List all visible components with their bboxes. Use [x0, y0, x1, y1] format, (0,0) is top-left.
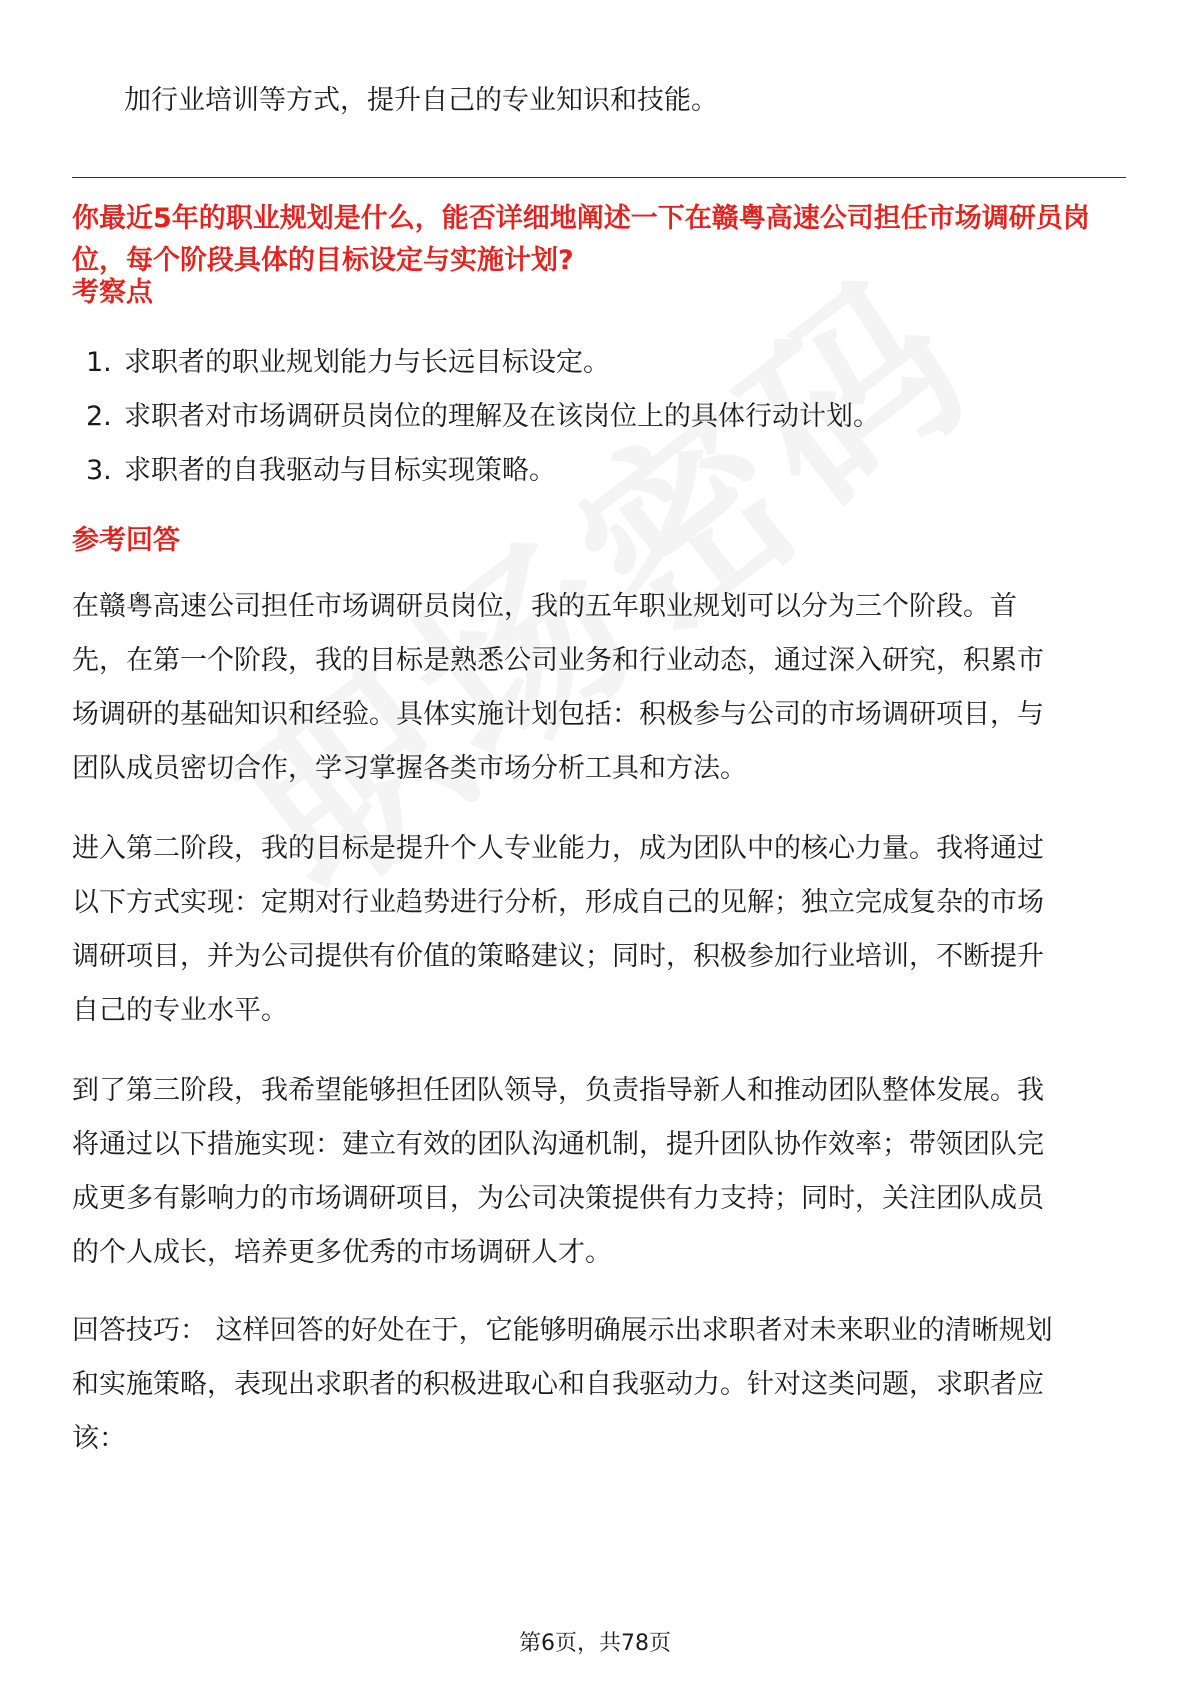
answer-paragraph-1-line: 先，在第一个阶段，我的目标是熟悉公司业务和行业动态，通过深入研究，积累市 — [72, 645, 1044, 676]
answer-paragraph-1-line: 团队成员密切合作，学习掌握各类市场分析工具和方法。 — [72, 753, 747, 784]
focus-item-number: 1. — [86, 347, 112, 378]
focus-item — [86, 340, 610, 379]
focus-item-number: 3. — [86, 455, 112, 486]
answer-tips-line: 和实施策略，表现出求职者的积极进取心和自我驱动力。针对这类问题，求职者应 — [72, 1369, 1044, 1400]
answer-paragraph-3-line: 到了第三阶段，我希望能够担任团队领导，负责指导新人和推动团队整体发展。我 — [72, 1075, 1044, 1106]
focus-item-number: 2. — [86, 401, 112, 432]
answer-paragraph-2-line: 自己的专业水平。 — [72, 995, 288, 1026]
interview-question: 你最近5年的职业规划是什么，能否详细地阐述一下在赣粤高速公司担任市场调研员岗位，每个阶段具体的目标设定与实施计划? — [72, 203, 1090, 276]
answer-paragraph-2-line: 以下方式实现：定期对行业趋势进行分析，形成自己的见解；独立完成复杂的市场 — [72, 887, 1044, 918]
answer-paragraph-3-line: 的个人成长，培养更多优秀的市场调研人才。 — [72, 1237, 612, 1268]
answer-paragraph-2-line: 调研项目，并为公司提供有价值的策略建议；同时，积极参加行业培训，不断提升 — [72, 941, 1044, 972]
focus-item-text: 求职者对市场调研员岗位的理解及在该岗位上的具体行动计划。 — [124, 401, 880, 432]
answer-paragraph-1-line: 场调研的基础知识和经验。具体实施计划包括：积极参与公司的市场调研项目，与 — [72, 699, 1044, 730]
answer-heading: 参考回答 — [72, 525, 180, 556]
answer-paragraph-3-line: 成更多有影响力的市场调研项目，为公司决策提供有力支持；同时，关注团队成员 — [72, 1183, 1044, 1214]
focus-item — [86, 394, 880, 433]
focus-item-text: 求职者的自我驱动与目标实现策略。 — [124, 455, 556, 486]
section-divider — [72, 177, 1126, 178]
answer-paragraph-1-line: 在赣粤高速公司担任市场调研员岗位，我的五年职业规划可以分为三个阶段。首 — [72, 591, 1017, 622]
focus-item — [86, 448, 556, 487]
continuation-text: 加行业培训等方式，提升自己的专业知识和技能。 — [124, 85, 718, 116]
answer-tips-line: 回答技巧： 这样回答的好处在于，它能够明确展示出求职者对未来职业的清晰规划 — [72, 1315, 1053, 1346]
focus-item-text: 求职者的职业规划能力与长远目标设定。 — [124, 347, 610, 378]
page-footer: 第6页，共78页 — [519, 1631, 671, 1656]
focus-heading: 考察点 — [72, 277, 153, 308]
answer-paragraph-2-line: 进入第二阶段，我的目标是提升个人专业能力，成为团队中的核心力量。我将通过 — [72, 833, 1044, 864]
answer-paragraph-3-line: 将通过以下措施实现：建立有效的团队沟通机制，提升团队协作效率；带领团队完 — [72, 1129, 1044, 1160]
answer-tips-line: 该： — [72, 1423, 126, 1454]
